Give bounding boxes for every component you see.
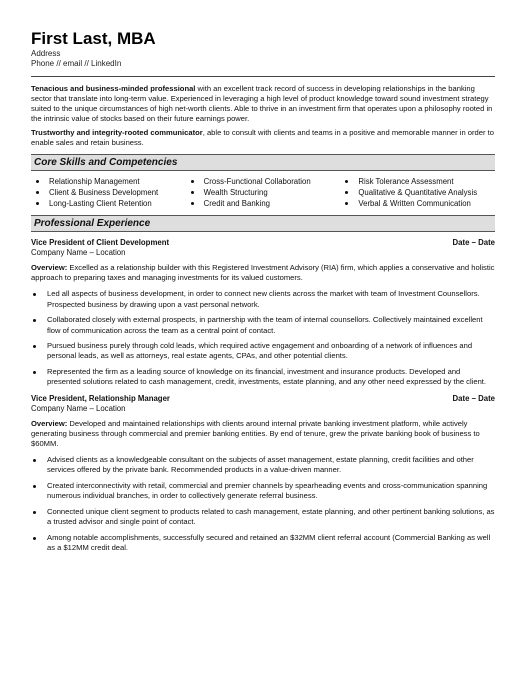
skills-column-2: [186, 176, 341, 209]
summary-text-2: , able to consult with clients and teams in a positive and memorable manner in order to enable sales and retain business.: [31, 128, 494, 147]
candidate-name: First Last, MBA: [31, 29, 156, 48]
job-bullet: Pursued business purely through cold leads, which required active engagement and onboarding of a network of influences and personal leads, as well as attorneys, real estate agents, CPAs, and other potential clients.: [31, 341, 495, 361]
job-entry: [31, 238, 495, 388]
summary-lead-1: Tenacious and business-minded professional: [31, 84, 196, 93]
overview-label: Overview:: [31, 263, 68, 272]
section-heading-experience: Professional Experience: [31, 215, 495, 232]
job-bullet: Among notable accomplishments, successfully secured and retained an $32MM client referral account (Commercial Banking as well as a $12MM credit deal.: [31, 533, 495, 553]
job-bullets: [31, 289, 495, 387]
overview-text: Developed and maintained relationships with clients around internal private banking investment platform, while actively generating business through commercial and premier banking entities. By end of tenure, grew the private banking book of business to $60MM.: [31, 418, 480, 448]
skill-item: Relationship Management: [31, 176, 186, 187]
job-company: Company Name – Location: [31, 403, 126, 413]
skills-column-3: [340, 176, 495, 209]
job-bullet: Led all aspects of business development, in order to connect new clients across the market with team of Investment Counsellors. Prospected business by drawing upon a vast personal network.: [31, 289, 495, 309]
skill-item: Long-Lasting Client Retention: [31, 198, 186, 209]
job-company: Company Name – Location: [31, 248, 126, 257]
section-heading-skills: Core Skills and Competencies: [31, 154, 495, 171]
job-dates: Date – Date: [452, 238, 495, 247]
skill-item: Risk Tolerance Assessment: [340, 176, 495, 187]
summary-text-1: with an excellent track record of success in developing relationships in the banking sector that translate into long-term value. Experienced in leveraging a high level of product knowledge toward sound investment strategy suited to the unique circumstances of high net-worth clients. Able to thrive in an investment firm that operates upon a philosophy rooted in the intrinsic value of stocks based on their future earnings power.: [31, 84, 493, 123]
overview-label: Overview:: [31, 418, 68, 428]
skill-item: Cross-Functional Collaboration: [186, 176, 341, 187]
header-divider: [31, 76, 495, 77]
skill-item: Credit and Banking: [186, 198, 341, 209]
skills-grid: [31, 176, 495, 209]
job-dates: Date – Date: [452, 393, 495, 403]
job-title: Vice President of Client Development: [31, 238, 170, 247]
job-header: [31, 394, 495, 404]
job-bullet: Advised clients as a knowledgeable consultant on the subjects of asset management, estate planning, credit facilities and other services offered by the private bank. Recommended products in a value-driven manner.: [31, 455, 495, 475]
job-header: [31, 238, 495, 248]
job-overview: [31, 263, 495, 283]
overview-text: Excelled as a relationship builder with this Registered Investment Advisory (RIA) firm, which applies a conservative and holistic approach to preparing taxes and managing investments for its valued customers.: [31, 263, 495, 283]
skills-column-1: [31, 176, 186, 209]
job-overview: [31, 419, 495, 450]
job-entry: [31, 394, 495, 554]
skill-item: Qualitative & Quantitative Analysis: [340, 187, 495, 198]
job-bullet: Represented the firm as a leading source of knowledge on its financial, investment and insurance products. Developed and presented solutions related to cash management, credit, investments, estate planning, and any other need expressed by the client.: [31, 367, 495, 387]
job-bullets: [31, 455, 495, 553]
address-line: Address: [31, 49, 61, 58]
contact-line: Phone // email // LinkedIn: [31, 59, 122, 68]
job-bullet: Connected unique client segment to products related to cash management, estate planning, and other pertinent banking solutions, as a trusted advisor and single point of contact.: [31, 507, 495, 527]
skill-item: Verbal & Written Communication: [340, 198, 495, 209]
summary-paragraph-2: [31, 128, 495, 148]
summary-paragraph-1: [31, 84, 495, 124]
job-title: Vice President, Relationship Manager: [31, 393, 170, 403]
job-bullet: Created interconnectivity with retail, commercial and premier channels by spearheading events and cross-communication spanning numerous individual branches, in order to collectively generate referral business.: [31, 481, 495, 501]
summary-lead-2: Trustworthy and integrity-rooted communicator: [31, 128, 203, 137]
job-bullet: Collaborated closely with external prospects, in partnership with the team of internal counsellors. Collectively maintained excellent flow of communication across the team as a central point of contact.: [31, 315, 495, 335]
resume-page: [31, 29, 495, 559]
skill-item: Wealth Structuring: [186, 187, 341, 198]
skill-item: Client & Business Development: [31, 187, 186, 198]
